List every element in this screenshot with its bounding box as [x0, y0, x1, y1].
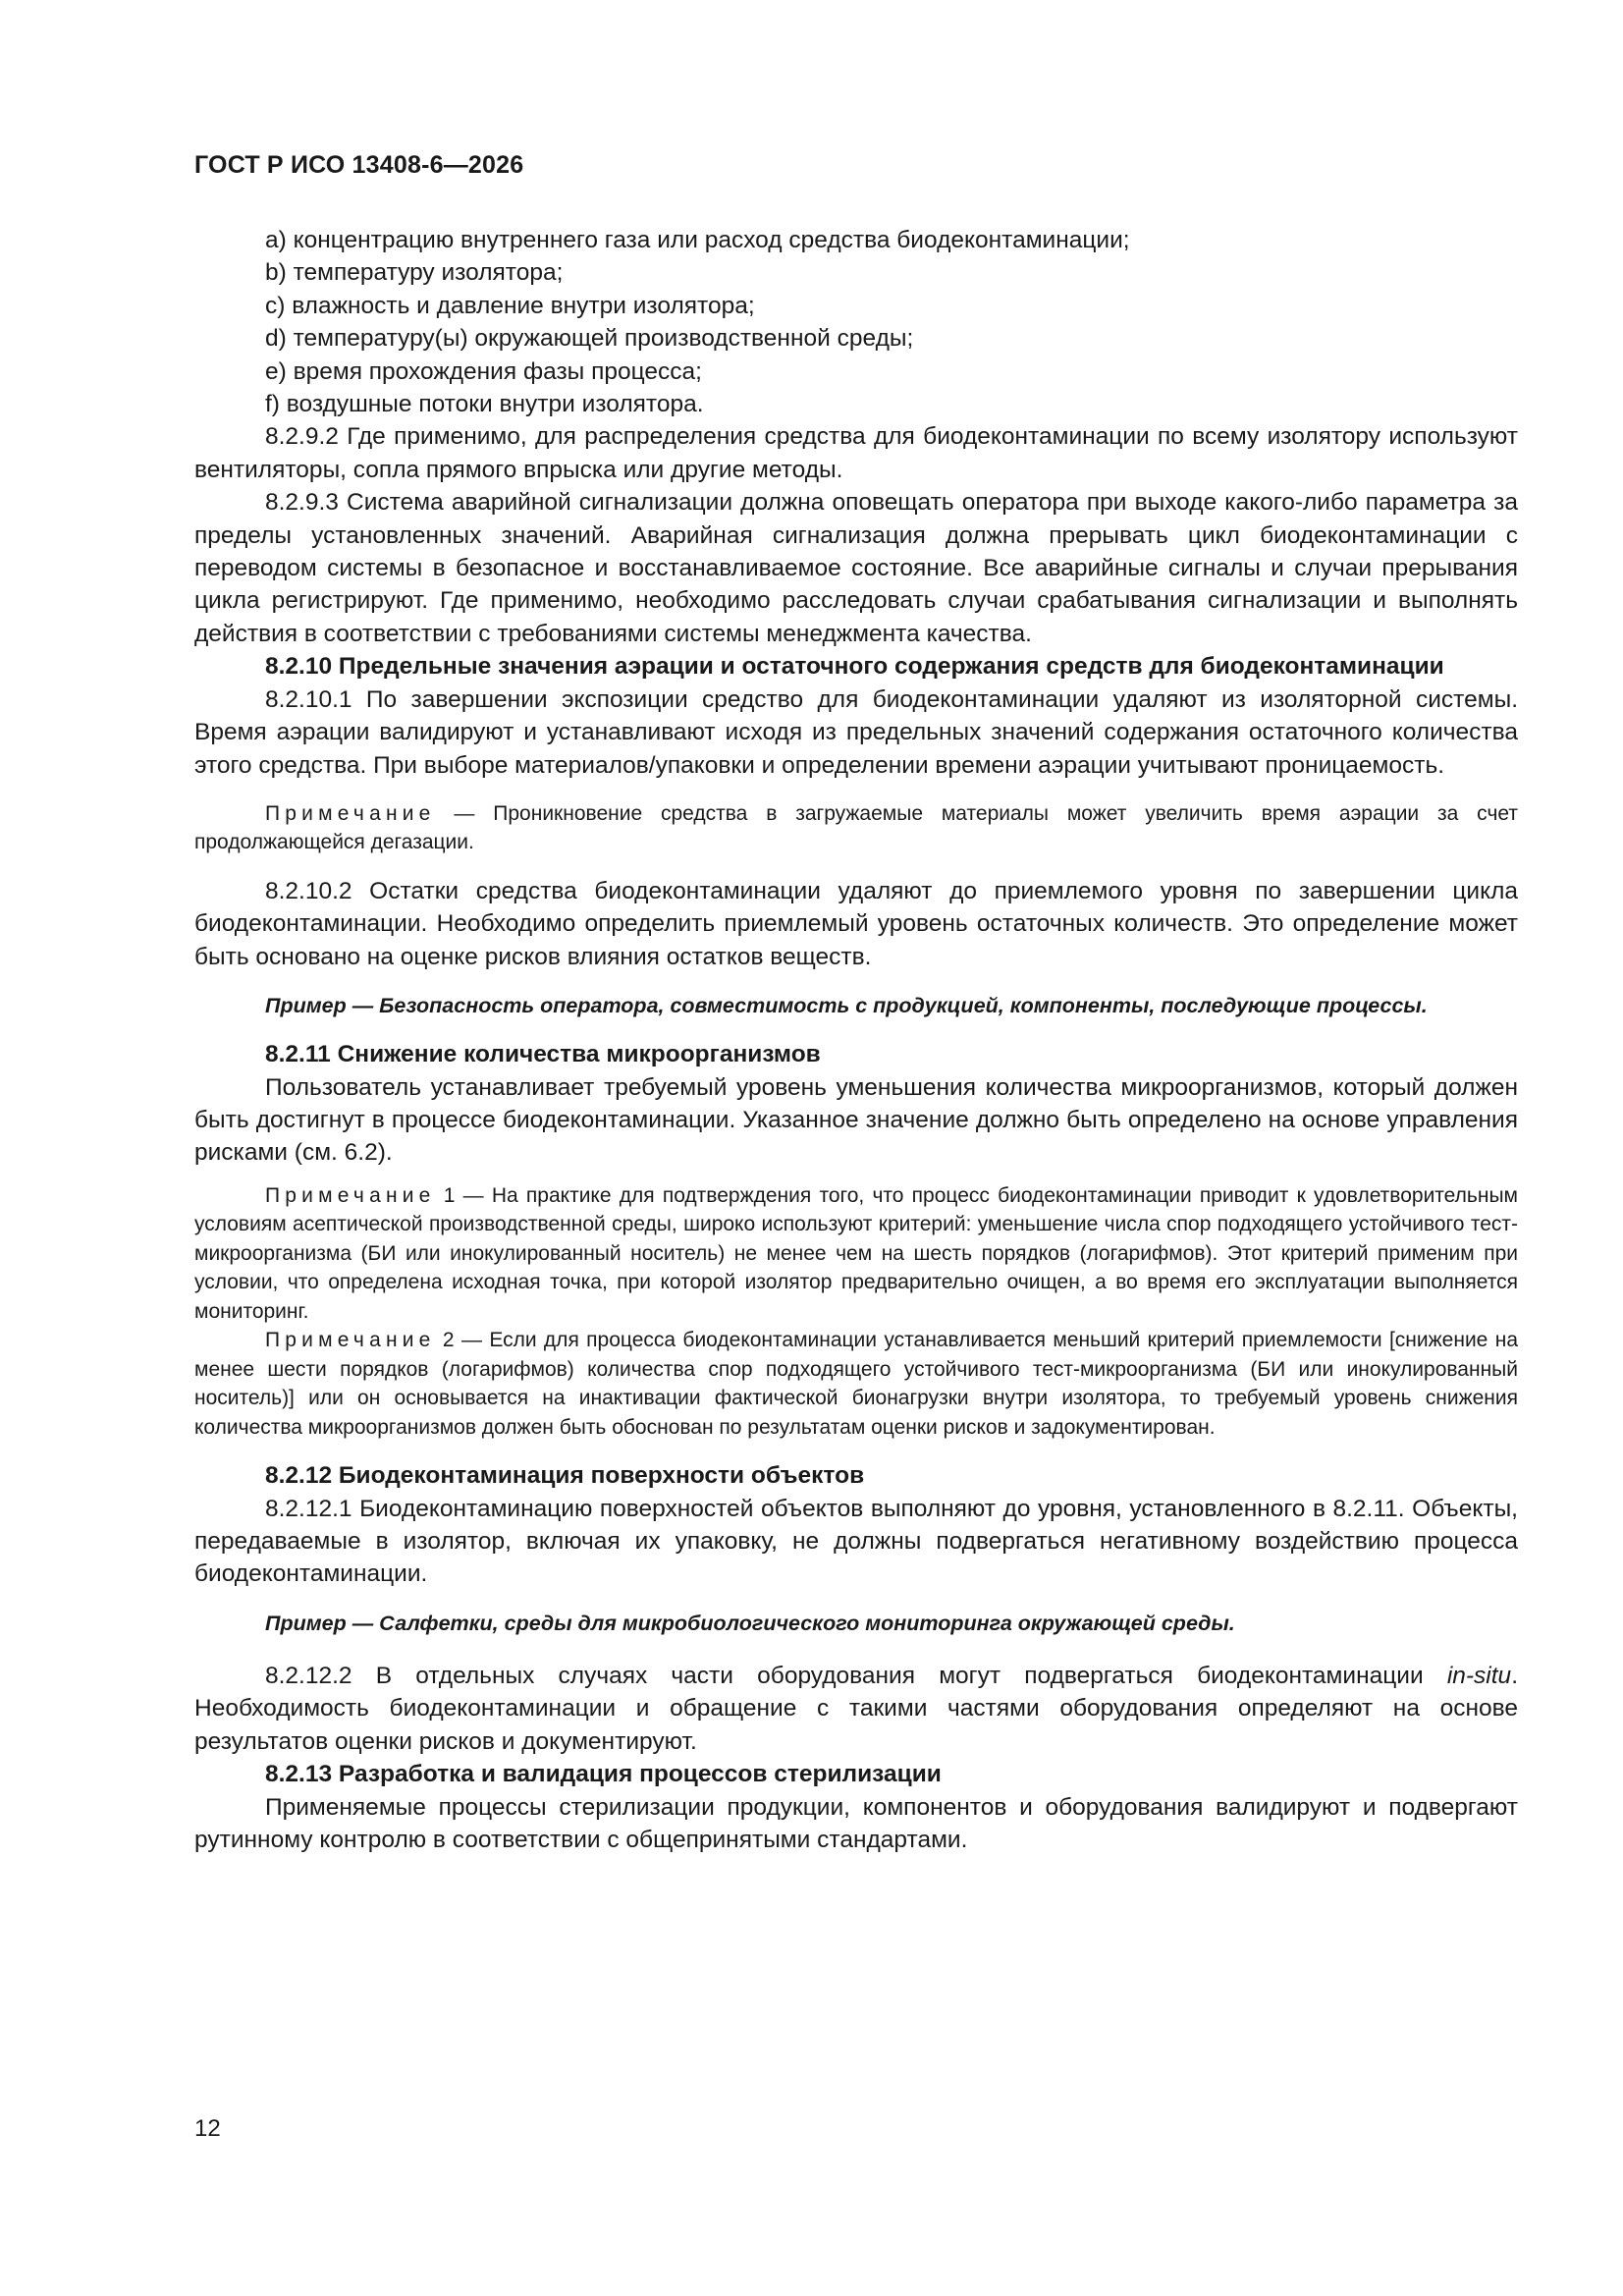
note-label: Примечание [265, 1183, 436, 1207]
example-8-2-12: Пример — Салфетки, среды для микробиологического мониторинга окружающей среды. [265, 1611, 1235, 1635]
paragraph-8-2-13: Применяемые процессы стерилизации продукции, компонентов и оборудования валидируют и подвергают рутинному контролю в соответствии с общепринятыми стандартами. [194, 1793, 1518, 1853]
list-item: b) температуру изолятора; [265, 259, 564, 287]
note-label: Примечание [265, 1329, 436, 1352]
note-text: 1 — На практике для подтверждения того, что процесс биодеконтаминации приводит к удовлетворительным условиям асептической производственной среды, широко используют критерий: уменьшение числа спор подходящего устойчивого тест-микроорганизма (БИ или инокулированный носитель) не менее чем на шесть порядков (логарифмов). Этот критерий применим при условии, что определена исходная точка, при которой изолятор предварительно очищен, а во время его эксплуатации выполняется мониторинг. [194, 1183, 1518, 1323]
note-label: Примечание [265, 801, 436, 825]
note-text: — Проникновение средства в загружаемые материалы может увеличить время аэрации за счет продолжающейся дегазации. [194, 801, 1518, 854]
document-body [194, 224, 1518, 1856]
paragraph-8-2-9-3: 8.2.9.3 Система аварийной сигнализации должна оповещать оператора при выходе какого-либо параметра за пределы установленных значений. Аварийная сигнализация должна прерывать цикл биодеконтаминации с переводом системы в безопасное и восстанавливаемое состояние. Все аварийные сигналы и случаи прерывания цикла регистрируют. Где применимо, необходимо расследовать случаи срабатывания сигнализации и выполнять действия в соответствии с требованиями системы менеджмента качества. [194, 489, 1518, 647]
note-text: 2 — Если для процесса биодеконтаминации устанавливается меньший критерий приемлемости [снижение на менее шести порядков (логарифмов) количества спор подходящего устойчивого тест-микроорганизма (БИ или инокулированный носитель)] или он основывается на инактивации фактической бионагрузки внутри изолятора, то требуемый уровень снижения количества микроорганизмов должен быть обоснован по результатам оценки рисков и задокументирован. [194, 1329, 1518, 1439]
list-item: a) концентрацию внутреннего газа или расход средства биодеконтаминации; [265, 227, 1130, 253]
paragraph-8-2-9-2: 8.2.9.2 Где применимо, для распределения средства для биодеконтаминации по всему изолятору используют вентиляторы, сопла прямого впрыска или другие методы. [194, 423, 1518, 483]
example-8-2-10: Пример — Безопасность оператора, совместимость с продукцией, компоненты, последующие процессы. [265, 994, 1428, 1018]
note-8-2-11-2 [194, 1326, 1518, 1442]
section-heading-8-2-10: 8.2.10 Предельные значения аэрации и остаточного содержания средств для биодеконтаминации [265, 653, 1444, 681]
list-item: e) время прохождения фазы процесса; [265, 357, 702, 385]
paragraph-8-2-12-1: 8.2.12.1 Биодеконтаминацию поверхностей объектов выполняют до уровня, установленного в 8.2.11. Объекты, передаваемые в изолятор, включая их упаковку, не должны подвергаться негативному воздействию процесса биодеконтаминации. [194, 1495, 1518, 1588]
list-item: d) температуру(ы) окружающей производственной среды; [265, 325, 914, 353]
paragraph-italic-term: in-situ [1446, 1662, 1512, 1689]
paragraph-text: . Необходимость биодеконтаминации и обращение с такими частями оборудования определяют на основе результатов оценки рисков и документируют. [194, 1662, 1518, 1755]
note-8-2-11-1 [194, 1181, 1518, 1327]
section-heading-8-2-11: 8.2.11 Снижение количества микроорганизмов [265, 1041, 821, 1068]
paragraph-text: 8.2.12.2 В отдельных случаях части оборудования могут подвергаться биодеконтаминации [265, 1662, 1447, 1689]
page-number: 12 [194, 2115, 221, 2142]
section-heading-8-2-12: 8.2.12 Биодеконтаминация поверхности объектов [265, 1462, 865, 1490]
paragraph-8-2-11: Пользователь устанавливает требуемый уровень уменьшения количества микроорганизмов, который должен быть достигнут в процессе биодеконтаминации. Указанное значение должно быть определено на основе управления рисками (см. 6.2). [194, 1073, 1518, 1167]
paragraph-8-2-10-2: 8.2.10.2 Остатки средства биодеконтаминации удаляют до приемлемого уровня по завершении цикла биодеконтаминации. Необходимо определить приемлемый уровень остаточных количеств. Это определение может быть основано на оценке рисков влияния остатков веществ. [194, 877, 1518, 970]
section-heading-8-2-13: 8.2.13 Разработка и валидация процессов стерилизации [265, 1761, 942, 1788]
paragraph-8-2-10-1: 8.2.10.1 По завершении экспозиции средство для биодеконтаминации удаляют из изоляторной системы. Время аэрации валидируют и устанавливают исходя из предельных значений содержания остаточного количества этого средства. При выборе материалов/упаковки и определении времени аэрации учитывают проницаемость. [194, 685, 1518, 779]
list-item: f) воздушные потоки внутри изолятора. [265, 391, 704, 418]
document-header: ГОСТ Р ИСО 13408-6—2026 [194, 151, 524, 179]
paragraph-8-2-12-2 [194, 1660, 1518, 1758]
list-item: c) влажность и давление внутри изолятора; [265, 292, 755, 319]
note-8-2-10 [194, 799, 1518, 857]
